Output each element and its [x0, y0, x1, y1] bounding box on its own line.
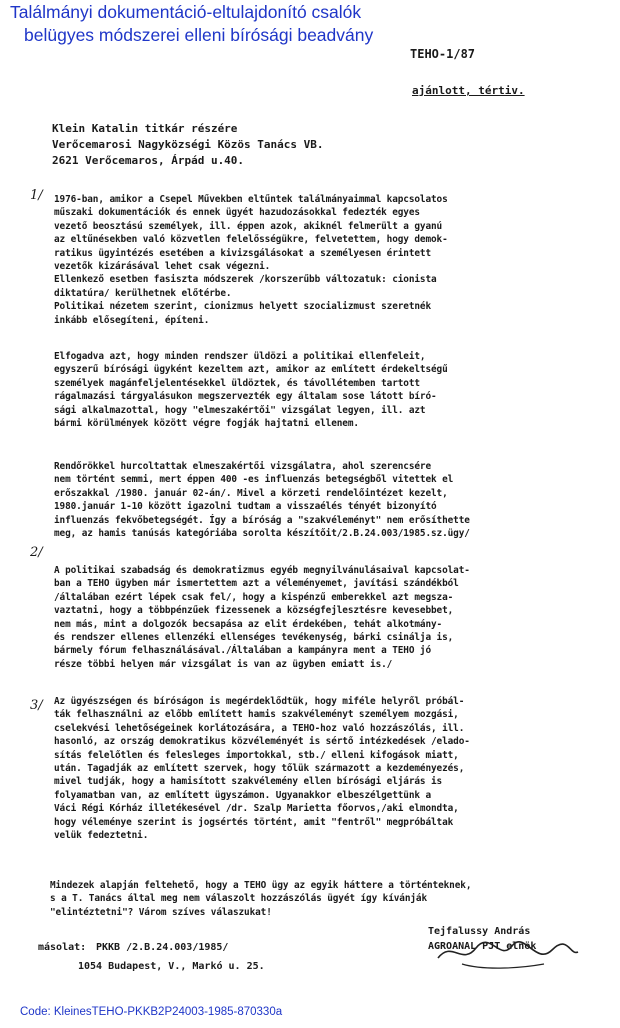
copy-recipient-line-2: 1054 Budapest, V., Markó u. 25. — [78, 961, 265, 972]
reference-number: TEHO-1/87 — [410, 47, 476, 61]
signature-title: AGROANAL PJT elnök — [428, 941, 537, 952]
document-title-line-2: belügyes módszerei elleni bírósági beadvány — [24, 25, 374, 45]
paragraph-2: Elfogadva azt, hogy minden rendszer üldözi a politikai ellenfeleit, egyszerű bírósági ügyként kezeltem azt, amikor az említett érdekeltségű személyek magánfeljelentésekkel üldöztek, és távollétemben tartott rágalmazási tárgyalásukon megszervezték egy általam sose látott bíró- sági alkalmazottal, hogy "elmeszakértői" vizsgálat legyen, ill. azt bármi körülmények között végre fogják hajtatni ellenem. — [54, 351, 448, 430]
recipient-line-3: 2621 Verőcemaros, Árpád u.40. — [52, 154, 245, 167]
handwritten-signature — [432, 936, 582, 976]
paragraph-5: Az ügyészségen és bíróságon is megérdeklődtük, hogy miféle helyről próbál- ták felhasználni az előbb említett hamis szakvéleményt személyem mozgási, cselekvési lehetőségeinek korlátozására, a TEHO-hoz való hozzászólás, ill. hasonló, az ország demokratikus közvéleményét is sértő intézkedések /elado- sítás felelőtlen és felesleges importokkal, stb./ elleni kifogások miatt, után. Tagadják az említett szervek, hogy tőlük származott a kezdeményezés, mivel tudják, hogy a hamisított szakvélemény ellen bírósági eljárás is folyamatban van, az említett ügyszámon. Ugyanakkor elbeszélgettünk a Váci Régi Kórház illetékesével /dr. Szalp Marietta főorvos,/aki elmondta, hogy véleménye szerint is jogsértés történt, amit "fentről" megpróbáltak velük fedeztetni. — [54, 696, 470, 842]
section-marker-3: 3/ — [30, 698, 43, 713]
paragraph-4: A politikai szabadság és demokratizmus egyéb megnyilvánulásaival kapcsolat- ban a TEHO ügyben már ismertettem azt a véleményemet, javítási szándékból /általában ezért lépek csak fel/, hogy a kispénzű emberekkel azt megsza- vaztatni, hogy a többpénzűek fizessenek a községfejlesztésre kevesebbet, nem más, mint a dolgozók becsapása az elit érdekében, tehát alkotmány- és rendszer ellenes ellenzéki ellenséges tevékenység, bárki csinálja is, bármely fórum felhasználásával./Általában a kampányra ment a TEHO jó része többi helyen már vizsgálat is van az ügyben emiatt is./ — [54, 565, 470, 670]
recipient-line-1: Klein Katalin titkár részére — [52, 122, 238, 135]
section-marker-1: 1/ — [30, 188, 43, 203]
recipient-line-2: Verőcemarosi Nagyközségi Közös Tanács VB. — [52, 138, 324, 151]
document-code: Code: KleinesTEHO-PKKB2P24003-1985-870330a — [20, 1006, 283, 1018]
paragraph-1: 1976-ban, amikor a Csepel Művekben eltűntek találmányaimmal kapcsolatos műszaki dokumentációk és ennek ügyét hazudozásokkal fedezték egyes vezető beosztású személyek, ill. éppen azok, akiknél felmerült a gyanú az eltűnésekben való közvetlen felelősségükre, felvetettem, hogy demok- ratikus ügyintézés esetében a kivizsgálásokat a személyesen érintett vezetők kizárásával lehet csak végezni. Ellenkező esetben fasiszta módszerek /korszerűbb változatuk: cionista diktatúra/ kerülhetnek előtérbe. Politikai nézetem szerint, cionizmus helyett szocializmust szeretnék inkább elősegíteni, építeni. — [54, 194, 448, 326]
registered-mail-note: ajánlott, tértiv. — [412, 84, 525, 97]
copy-recipient-line-1: PKKB /2.B.24.003/1985/ — [96, 942, 229, 953]
document-title-line-1: Találmányi dokumentáció-eltulajdonító csalók — [10, 2, 362, 22]
paragraph-3: Rendőrökkel hurcoltattak elmeszakértői vizsgálatra, ahol szerencsére nem történt semmi, mert éppen 400 -es influenzás betegségből vitettek el erőszakkal /1980. január 02-án/. Mivel a körzeti rendelőintézet kezelt, 1980.január 1-10 között igazolni tudtam a visszaélés tényét bizonyító influenzás fekvőbetegségét. Így a bíróság a "szakvéleményt" nem erősíthette meg, az hamis tanúsás kategóriába sorolta készítőit/2.B.24.003/1985.sz.ügy/ — [54, 461, 470, 540]
section-marker-2: 2/ — [30, 545, 43, 560]
copy-label: másolat: — [38, 942, 87, 953]
closing-paragraph: Mindezek alapján feltehető, hogy a TEHO ügy az egyik háttere a történteknek, s a T. Tanács által meg nem válaszolt hozzászólás ügyét így kívánják "elintéztetni"? Várom szíves válaszukat! — [50, 880, 472, 918]
signature-name: Tejfalussy András — [428, 926, 531, 937]
